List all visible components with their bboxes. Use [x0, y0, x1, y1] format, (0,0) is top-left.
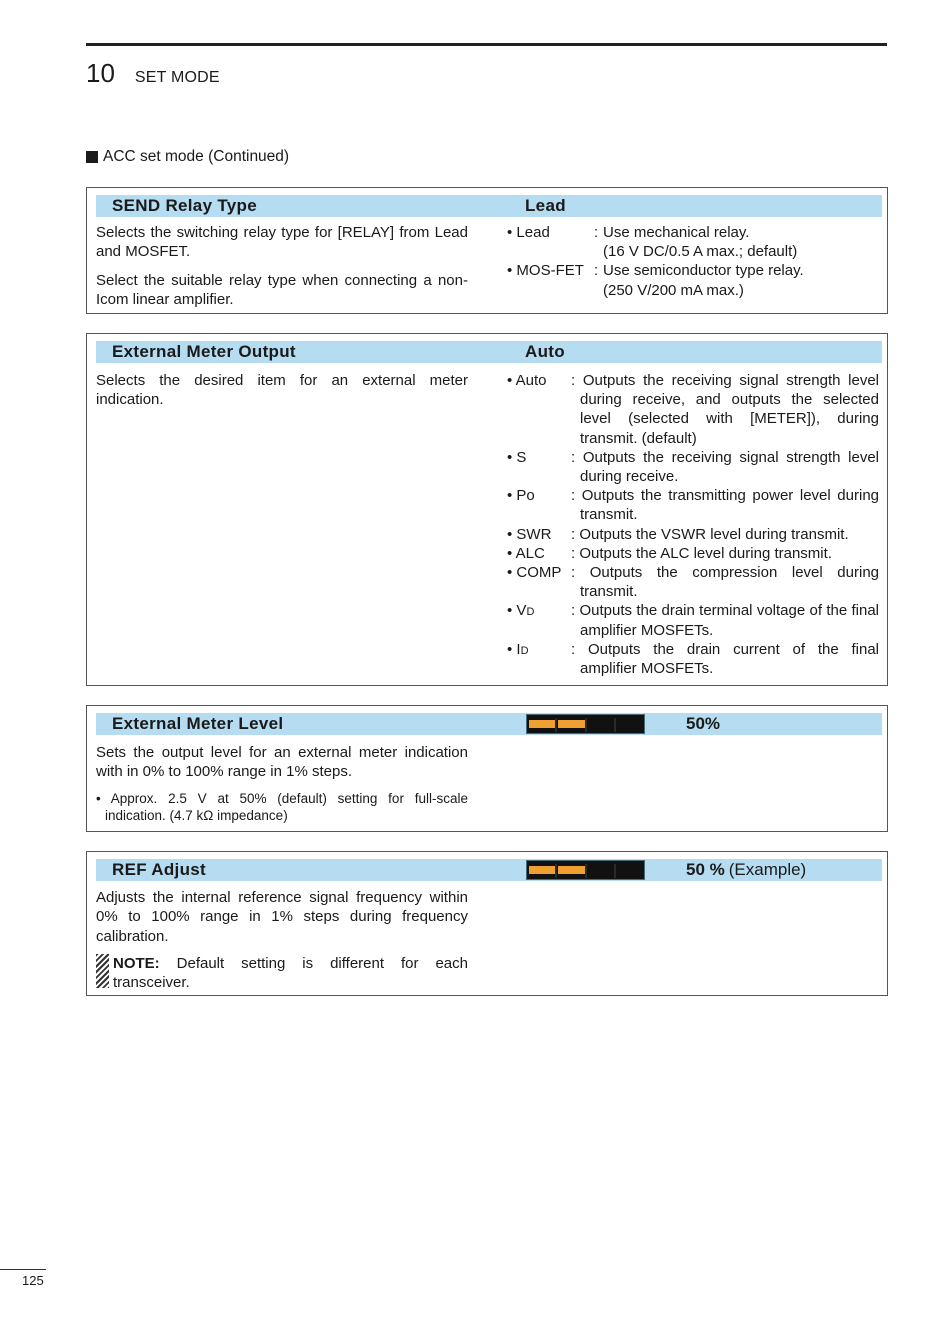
- option-text: : Outputs the transmitting power level during transmit.: [571, 487, 879, 524]
- chapter-number: 10: [86, 58, 115, 88]
- option-text: : Outputs the VSWR level during transmit.: [571, 525, 849, 543]
- footer-rule: [0, 1269, 46, 1270]
- option-item: [507, 371, 879, 448]
- option-item: [507, 563, 879, 601]
- option-text-continued: (250 V/200 mA max.): [603, 281, 744, 299]
- top-rule: [86, 43, 887, 46]
- option-separator: :: [594, 262, 599, 280]
- description-paragraph: Selects the switching relay type for [RELAY] from Lead and MOSFET.: [96, 224, 468, 261]
- option-key: • ALC: [507, 544, 545, 562]
- option-text: Use mechanical relay.: [603, 224, 750, 241]
- page-number: 125: [22, 1273, 44, 1288]
- option-key: • SWR: [507, 525, 552, 543]
- external-meter-level-title: External Meter Level: [112, 714, 284, 733]
- section-heading: [86, 148, 289, 166]
- ref-adjust-meter-graphic: [526, 860, 645, 880]
- option-item: [507, 525, 879, 544]
- option-key: • ID: [507, 640, 529, 658]
- meter-divider: [585, 864, 587, 878]
- option-separator: :: [594, 224, 599, 241]
- description-paragraph: Select the suitable relay type when connecting a non-Icom linear amplifier.: [96, 271, 468, 308]
- send-relay-type-options: [507, 223, 879, 300]
- option-text: Use semiconductor type relay.: [603, 262, 804, 280]
- ref-adjust-box: [86, 851, 888, 996]
- option-item: [507, 601, 879, 639]
- send-relay-type-description: [96, 223, 468, 309]
- option-key: • VD: [507, 602, 535, 620]
- option-text: : Outputs the drain current of the final amplifier MOSFETs.: [571, 640, 879, 678]
- meter-segment: [558, 720, 584, 728]
- ref-adjust-note: [96, 954, 468, 993]
- external-meter-output-bar: [96, 341, 882, 363]
- option-text: : Outputs the receiving signal strength level during receive, and outputs the selected level (selected with [METER]), during transmit. (default): [571, 372, 879, 447]
- note-body: [113, 954, 468, 993]
- external-meter-level-bar: [96, 713, 882, 735]
- external-meter-level-note: • Approx. 2.5 V at 50% (default) setting for full-scale indication. (4.7 kΩ impedance): [96, 791, 468, 823]
- option-key: • Lead: [507, 224, 550, 241]
- option-item: [507, 448, 879, 486]
- section-heading-text: ACC set mode (Continued): [103, 148, 290, 165]
- chapter-title: SET MODE: [134, 69, 220, 86]
- meter-divider: [614, 864, 616, 878]
- note-hatch-icon: [96, 954, 109, 988]
- meter-divider: [555, 718, 557, 732]
- send-relay-type-title: SEND Relay Type: [112, 196, 257, 215]
- external-meter-level-box: [86, 705, 888, 832]
- note-text: Default setting is different for each transceiver.: [113, 955, 468, 992]
- send-relay-type-value: Lead: [525, 196, 566, 215]
- square-bullet-icon: [86, 151, 98, 163]
- option-key: • MOS-FET: [507, 262, 584, 280]
- option-text-continued: (16 V DC/0.5 A max.; default): [603, 243, 798, 261]
- meter-divider: [555, 864, 557, 878]
- chapter-header: [86, 58, 220, 89]
- external-meter-level-description: Sets the output level for an external meter indication with in 0% to 100% range in 1% steps.: [96, 744, 468, 781]
- external-meter-output-box: [86, 333, 888, 686]
- ref-adjust-value-group: [686, 860, 806, 880]
- option-item: [507, 486, 879, 524]
- option-item: [507, 223, 879, 242]
- note-label: NOTE:: [113, 955, 160, 972]
- send-relay-type-bar: [96, 195, 882, 217]
- option-key: • COMP: [507, 564, 562, 582]
- external-meter-output-title: External Meter Output: [112, 342, 296, 361]
- external-meter-output-options: [507, 371, 879, 678]
- ref-adjust-example-label: (Example): [728, 860, 807, 879]
- option-text: : Outputs the receiving signal strength level during receive.: [571, 448, 879, 486]
- option-key: • S: [507, 448, 527, 466]
- option-item: [507, 544, 879, 563]
- option-key: • Po: [507, 487, 535, 505]
- external-meter-level-value: 50%: [686, 714, 721, 733]
- meter-segment: [529, 866, 555, 874]
- ref-adjust-value: 50 %: [686, 860, 725, 879]
- option-text: : Outputs the ALC level during transmit.: [571, 544, 832, 562]
- option-item: [507, 640, 879, 678]
- meter-segment: [529, 720, 555, 728]
- level-meter-graphic: [526, 714, 645, 734]
- external-meter-output-value: Auto: [525, 342, 565, 361]
- ref-adjust-description: Adjusts the internal reference signal frequency within 0% to 100% range in 1% steps during frequency calibration.: [96, 889, 468, 945]
- ref-adjust-title: REF Adjust: [112, 860, 206, 879]
- meter-segment: [558, 866, 584, 874]
- meter-divider: [614, 718, 616, 732]
- option-item: [507, 261, 879, 280]
- option-key: • Auto: [507, 372, 547, 389]
- ref-adjust-bar: [96, 859, 882, 881]
- meter-divider: [585, 718, 587, 732]
- external-meter-output-description: Selects the desired item for an external meter indication.: [96, 372, 468, 409]
- send-relay-type-box: [86, 187, 888, 314]
- option-text: : Outputs the drain terminal voltage of the final amplifier MOSFETs.: [571, 602, 879, 639]
- option-text: : Outputs the compression level during transmit.: [571, 564, 879, 601]
